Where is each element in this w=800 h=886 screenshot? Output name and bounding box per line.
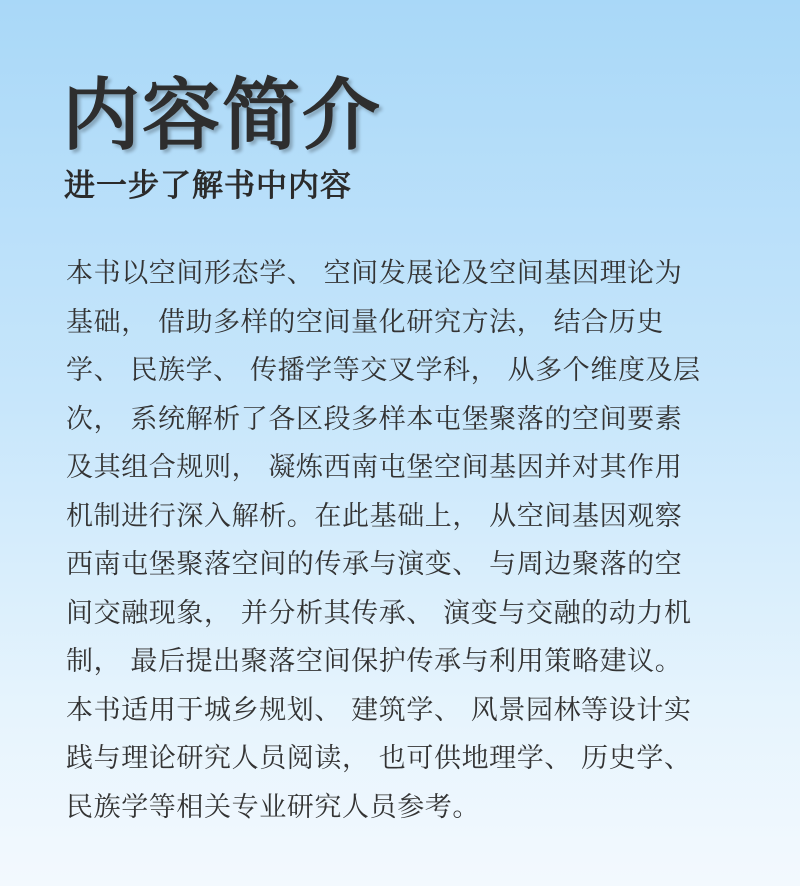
paragraph-line: 次， 系统解析了各区段多样本屯堡聚落的空间要素 [66, 403, 683, 435]
paragraph-line: 学、 民族学、 传播学等交叉学科， 从多个维度及层 [66, 355, 701, 386]
page-subtitle: 进一步了解书中内容 [64, 168, 352, 204]
paragraph-line: 西南屯堡聚落空间的传承与演变、 与周边聚落的空 [66, 549, 683, 580]
paragraph-line: 间交融现象， 并分析其传承、 演变与交融的动力机 [66, 597, 692, 629]
paragraph-line: 及其组合规则， 凝炼西南屯堡空间基因并对其作用 [66, 452, 683, 483]
paragraph-line: 制， 最后提出聚落空间保护传承与利用策略建议。 [66, 646, 683, 677]
paragraph-line: 本书适用于城乡规划、 建筑学、 风景园林等设计实 [66, 694, 692, 726]
paragraph-line: 践与理论研究人员阅读， 也可供地理学、 历史学、 [66, 743, 692, 774]
paragraph-line: 机制进行深入解析。在此基础上， 从空间基因观察 [66, 500, 683, 532]
page-title: 内容简介 [62, 71, 383, 161]
paragraph-line: 本书以空间形态学、 空间发展论及空间基因理论为 [66, 258, 683, 289]
paragraph-line: 民族学等相关专业研究人员参考。 [66, 791, 480, 823]
intro-paragraph [66, 250, 746, 832]
paragraph-line: 基础， 借助多样的空间量化研究方法， 结合历史 [66, 306, 664, 338]
